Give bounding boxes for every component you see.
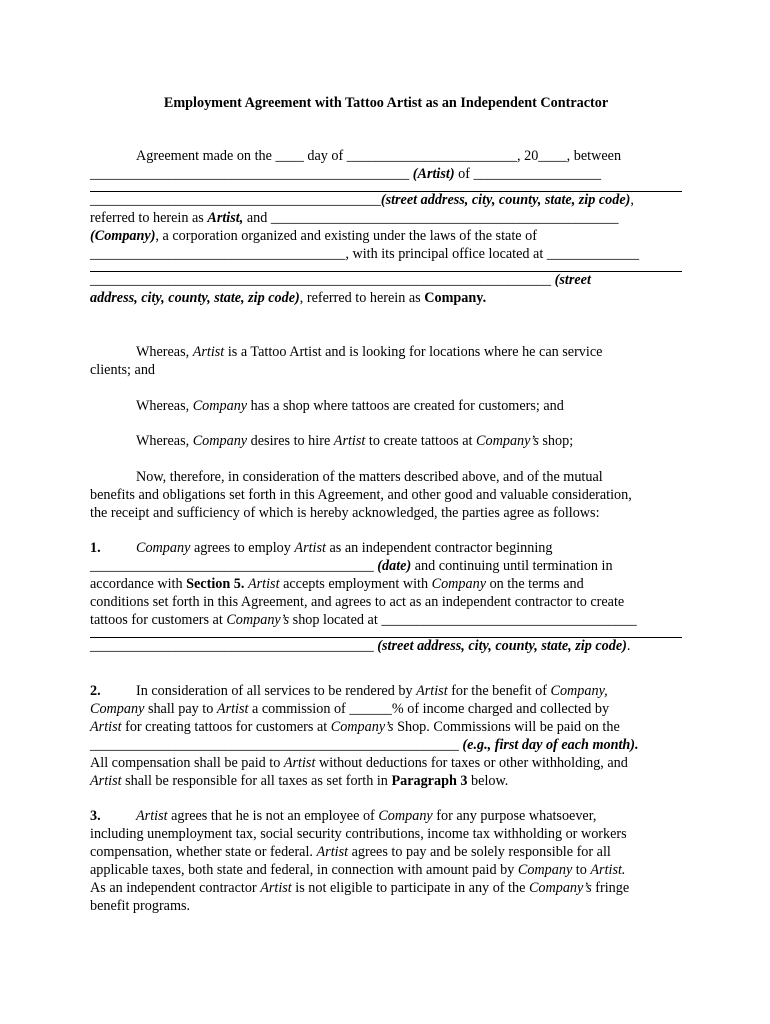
p2-line-2: Company shall pay to Artist a commission of ______% of income charged and collected by [90,701,610,717]
whereas-clause-1 [90,343,682,379]
intro-line-1: Agreement made on the ____ day of ________________________, 20____, between [136,148,622,164]
p1-line-6: ________________________________________ (street address, city, county, state, zip code). [90,638,631,654]
whereas-clause-2 [90,397,682,415]
paragraph-1 [90,539,682,655]
p3-line-2: including unemployment tax, social security contributions, income tax withholding or workers [90,826,627,842]
paragraph-number: 2. [90,683,101,699]
p3-line-4: applicable taxes, both state and federal, in connection with amount paid by Company to Artist. [90,862,626,878]
whereas-1-line-2: clients; and [90,362,156,378]
now-line-3: the receipt and sufficiency of which is hereby acknowledged, the parties agree as follows: [90,505,600,521]
intro-line-5: (Company), a corporation organized and existing under the laws of the state of [90,228,537,244]
p1-line-4: conditions set forth in this Agreement, and agrees to act as an independent contractor to create [90,594,625,610]
intro-paragraph [90,147,682,307]
p3-line-3: compensation, whether state or federal. Artist agrees to pay and be solely responsible for all [90,844,611,860]
paragraph-number: 1. [90,540,101,556]
p2-line-3: Artist for creating tattoos for customers at Company’s Shop. Commissions will be paid on the [90,719,620,735]
intro-line-2: _____________________________________________ (Artist) of __________________ [90,166,602,182]
p3-line-5: As an independent contractor Artist is not eligible to participate in any of the Company’s fringe [90,880,630,896]
paragraph-number: 3. [90,808,101,824]
p2-line-1: 2. In consideration of all services to be rendered by Artist for the benefit of Company, [90,683,608,699]
paragraph-3 [90,807,682,915]
intro-line-3: _________________________________________(street address, city, county, state, zip code), [90,192,634,208]
p3-line-1: 3. Artist agrees that he is not an employee of Company for any purpose whatsoever, [90,808,597,824]
p3-line-6: benefit programs. [90,898,191,914]
p2-line-5: All compensation shall be paid to Artist without deductions for taxes or other withholding, and [90,755,628,771]
intro-line-7: _________________________________________________________________ (street [90,272,591,288]
now-therefore-paragraph [90,468,682,522]
document-title: Employment Agreement with Tattoo Artist as an Independent Contractor [163,95,609,111]
p1-line-5: tattoos for customers at Company’s shop located at ____________________________________ [90,612,637,628]
now-line-1: Now, therefore, in consideration of the matters described above, and of the mutual [136,469,603,485]
now-line-2: benefits and obligations set forth in this Agreement, and other good and valuable consideration, [90,487,632,503]
whereas-2-line-1: Whereas, Company has a shop where tattoos are created for customers; and [136,398,564,414]
p1-line-2: ________________________________________ (date) and continuing until termination in [90,558,613,574]
whereas-clause-3 [90,432,682,450]
whereas-3-line-1: Whereas, Company desires to hire Artist to create tattoos at Company’s shop; [136,433,574,449]
intro-line-6: ____________________________________, with its principal office located at _____________ [90,246,640,262]
intro-line-4: referred to herein as Artist, and _________________________________________________ [90,210,619,226]
paragraph-2 [90,682,682,790]
intro-line-8: address, city, county, state, zip code), referred to herein as Company. [90,290,487,306]
p2-line-6: Artist shall be responsible for all taxes as set forth in Paragraph 3 below. [90,773,509,789]
whereas-1-line-1: Whereas, Artist is a Tattoo Artist and is looking for locations where he can service [136,344,603,360]
p1-line-1: 1. Company agrees to employ Artist as an independent contractor beginning [90,540,553,556]
p1-line-3: accordance with Section 5. Artist accepts employment with Company on the terms and [90,576,584,592]
p2-line-4: ____________________________________________________ (e.g., first day of each month). [90,737,639,753]
